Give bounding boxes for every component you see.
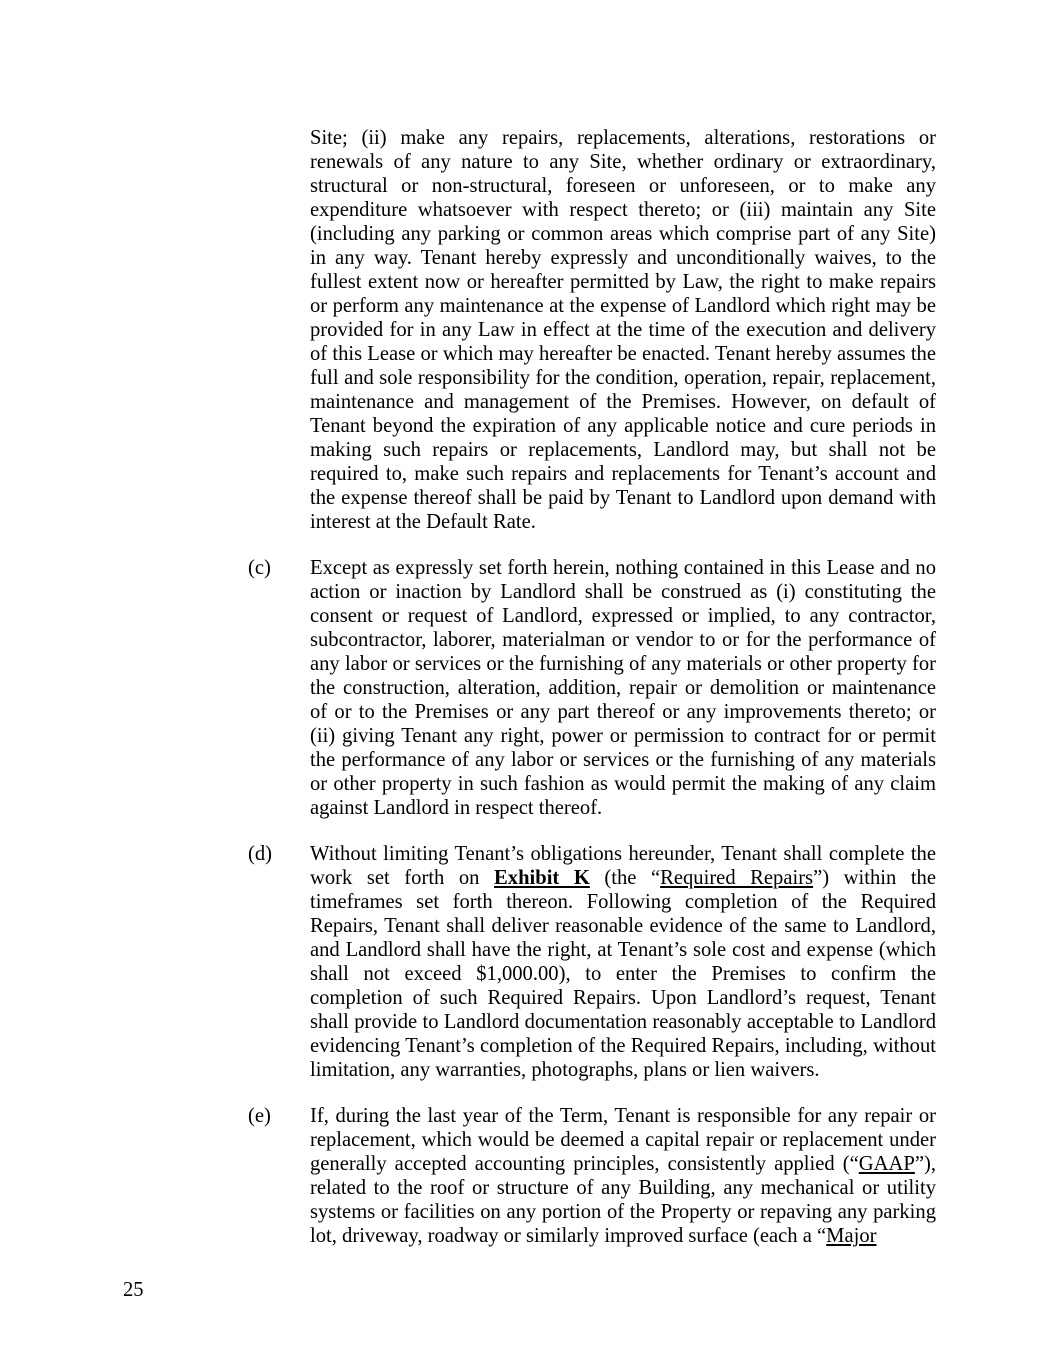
clause-c-text: Except as expressly set forth herein, nothing contained in this Lease and no action or inaction by Landlord shall be construed as (i) constituting the consent or request of Landlord, expressed or implied, to any contractor, subcontractor, laborer, materialman or vendor to or for the performance of any labor or services or the furnishing of any materials or other property for the construction, alteration, addition, repair or demolition or maintenance of or to the Premises or any part thereof or any improvements thereto; or (ii) giving Tenant any right, power or permission to contract for or permit the performance of any labor or services or the furnishing of any materials or other property in such fashion as would permit the making of any claim against Landlord in respect thereof. xyxy=(310,557,936,819)
paragraph-text xyxy=(310,126,936,534)
paragraph-text xyxy=(310,556,936,820)
paragraph-label: (d) xyxy=(248,843,273,865)
gaap-term: GAAP xyxy=(858,1153,915,1175)
lease-text-block xyxy=(248,126,938,1270)
major-term: Major xyxy=(826,1225,877,1247)
clause-d-text-rest: ”) within the timeframes set forth thereon. Following completion of the Required Repairs, Tenant shall deliver reasonable evidence of the same to Landlord, and Landlord shall have the right, at Tenant’s sole cost and expense (which shall not exceed $1,000.00), to enter the Premises to confirm the completion of such Required Repairs. Upon Landlord’s request, Tenant shall provide to Landlord documentation reasonably acceptable to Landlord evidencing Tenant’s completion of the Required Repairs, including, without limitation, any warranties, photographs, plans or lien waivers. xyxy=(310,867,936,1081)
page-number: 25 xyxy=(123,1279,144,1301)
clause-e-text-mid: ”), related to the roof or structure of any Building, any mechanical or utility systems or facilities on any portion of the Property or repaving any parking lot, driveway, roadway or similarly improved surface (each a “ xyxy=(310,1153,936,1247)
clause-d-text-lead: Without limiting Tenant’s obligations hereunder, Tenant shall complete the work set forth on xyxy=(310,843,936,889)
required-repairs-term: Required Repairs xyxy=(660,867,814,889)
paragraph-text xyxy=(310,842,936,1082)
paragraph-label: (e) xyxy=(248,1105,271,1127)
exhibit-k-reference: Exhibit K xyxy=(494,867,590,889)
paragraph-e xyxy=(248,1104,938,1248)
clause-b-continuation-text: Site; (ii) make any repairs, replacements, alterations, restorations or renewals of any nature to any Site, whether ordinary or extraordinary, structural or non-structural, foreseen or unforeseen, or to make any expenditure whatsoever with respect thereto; or (iii) maintain any Site (including any parking or common areas which comprise part of any Site) in any way. Tenant hereby expressly and unconditionally waives, to the fullest extent now or hereafter permitted by Law, the right to make repairs or perform any maintenance at the expense of Landlord which right may be provided for in any Law in effect at the time of the execution and delivery of this Lease or which may hereafter be enacted. Tenant hereby assumes the full and sole responsibility for the condition, operation, repair, replacement, maintenance and management of the Premises. However, on default of Tenant beyond the expiration of any applicable notice and cure periods in making such repairs or replacements, Landlord may, but shall not be required to, make such repairs and replacements for Tenant’s account and the expense thereof shall be paid by Tenant to Landlord upon demand with interest at the Default Rate. xyxy=(310,127,936,533)
paragraph-c xyxy=(248,556,938,820)
clause-d-text-mid: (the “ xyxy=(589,867,661,889)
paragraph-label: (c) xyxy=(248,557,271,579)
paragraph-continuation xyxy=(248,126,938,534)
clause-e-text-lead: If, during the last year of the Term, Tenant is responsible for any repair or replacement, which would be deemed a capital repair or replacement under generally accepted accounting principles, consistently applied (“ xyxy=(310,1105,936,1175)
paragraph-text xyxy=(310,1104,936,1248)
paragraph-d xyxy=(248,842,938,1082)
